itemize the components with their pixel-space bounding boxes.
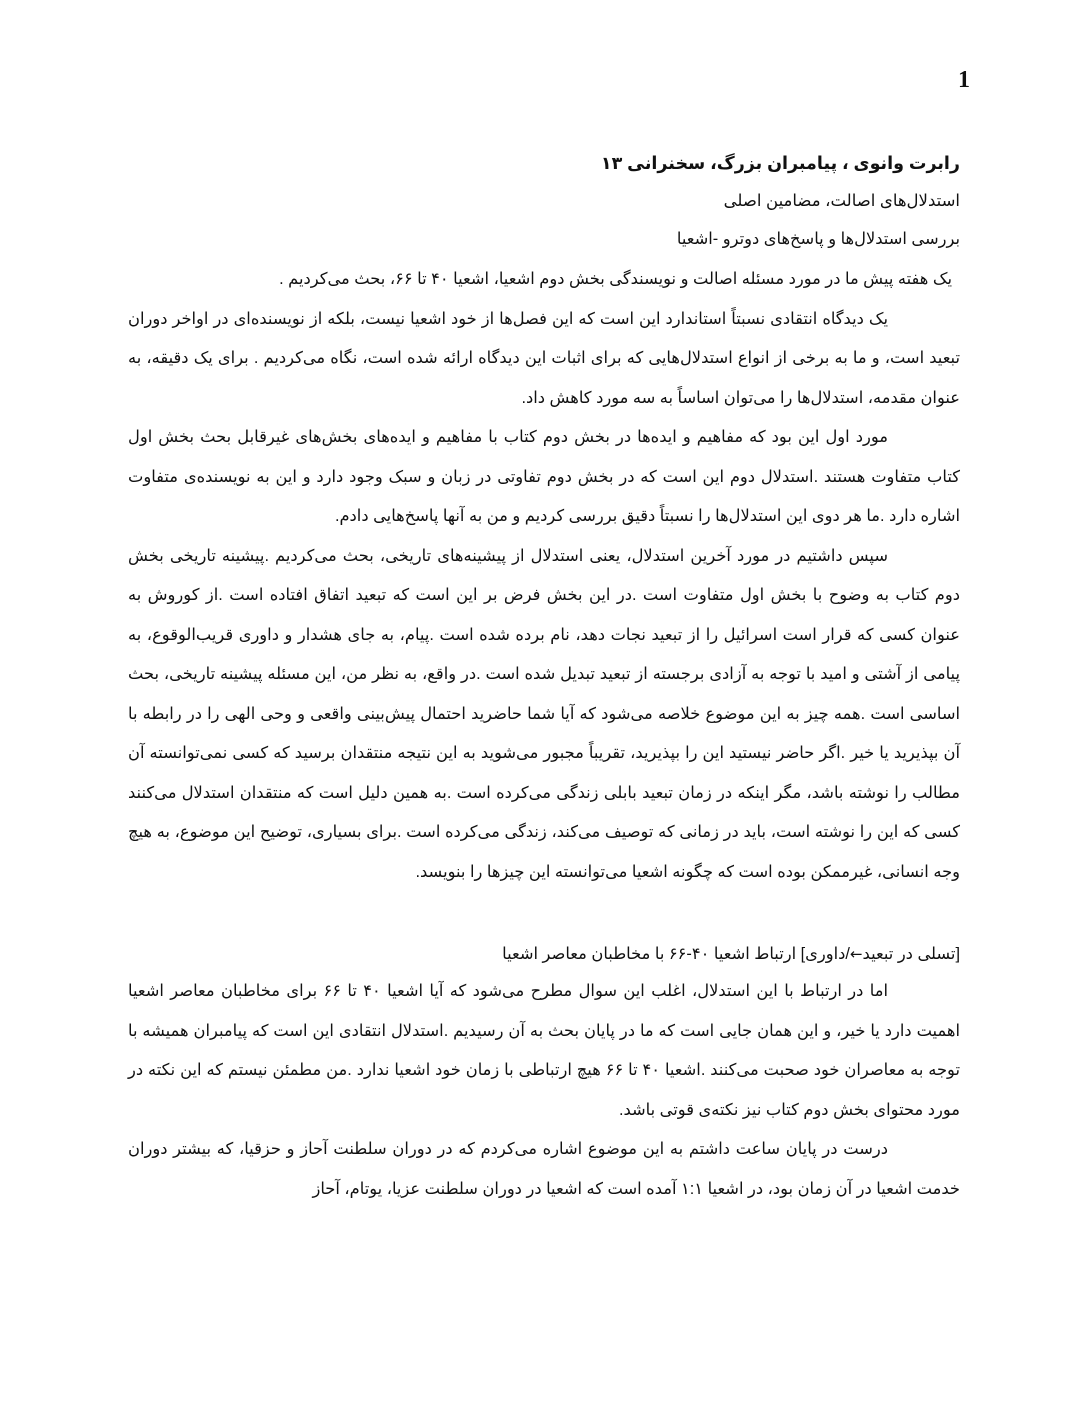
document-title: رابرت وانوی ، پیامبران بزرگ، سخنرانی ۱۳ (600, 153, 960, 173)
section-heading-start: [تسلی در تبعید (862, 945, 960, 963)
section-heading (128, 938, 960, 970)
paragraph-intro: یک هفته پیش ما در مورد مسئله اصالت و نویسندگی بخش دوم اشعیا، اشعیا ۴۰ تا ۶۶، بحث می‌کردیم . (279, 270, 952, 288)
section-heading-end: /داوری] ارتباط اشعیا ۴۰-۶۶ با مخاطبان معاصر اشعیا (502, 945, 850, 963)
paragraph-relevance: اما در ارتباط با این استدلال، اغلب این سوال مطرح می‌شود که آیا اشعیا ۴۰ تا ۶۶ برای مخاطبان معاصر اشعیا اهمیت دارد یا خیر، و این همان جایی است که ما در پایان بحث به آن رسیدیم .استدلال انتقادی این است که پیامبران همیشه با توجه به معاصران خود صحبت می‌کنند .اشعیا ۴۰ تا ۶۶ هیچ ارتباطی با زمان خود اشعیا ندارد .من مطمئن نیستم که این نکته در مورد محتوای بخش دوم کتاب نیز نکته‌ی قوتی باشد. (128, 982, 960, 1119)
document-topic: بررسی استدلال‌ها و پاسخ‌های دوترو -اشعیا (676, 230, 960, 248)
paragraph-ahaz-hezekiah: درست در پایان ساعت داشتم به این موضوع اشاره می‌کردم که در دوران سلطنت آحاز و حزقیا، که بیشتر دوران خدمت اشعیا در آن زمان بود، در اشعیا ۱:۱ آمده است که اشعیا در دوران سلطنت عزیا، یوتام، آحاز (128, 1140, 960, 1198)
paragraph-arguments: مورد اول این بود که مفاهیم و ایده‌ها در بخش دوم کتاب با مفاهیم و ایده‌های بخش‌های غیرقابل بحث بخش اول کتاب متفاوت هستند .استدلال دوم این است که در بخش دوم تفاوتی در زبان و سبک وجود دارد و این به نویسنده‌ی متفاوت اشاره دارد .ما هر دوی این استدلال‌ها را نسبتاً دقیق بررسی کردیم و من به آنها پاسخ‌هایی دادم. (128, 428, 960, 525)
paragraph-critical-view: یک دیدگاه انتقادی نسبتاً استاندارد این است که این فصل‌ها از خود اشعیا نیست، بلکه از نویسنده‌ای در اواخر دوران تبعید است، و ما به برخی از انواع استدلال‌هایی که برای اثبات این دیدگاه ارائه شده است، نگاه می‌کردیم . برای یک دقیقه، به عنوان مقدمه، استدلال‌ها را می‌توان اساساً به سه مورد کاهش داد. (128, 309, 960, 407)
section-spacer (128, 892, 960, 938)
arrow-icon: ← (849, 945, 863, 963)
document-body (128, 150, 960, 1209)
page-number: 1 (958, 67, 970, 93)
document-subtitle: استدلال‌های اصالت، مضامین اصلی (723, 192, 960, 210)
paragraph-historical-background: سپس داشتیم در مورد آخرین استدلال، یعنی استدلال از پیشینه‌های تاریخی، بحث می‌کردیم .پیشینه تاریخی بخش دوم کتاب به وضوح با بخش اول متفاوت است .در این بخش فرض بر این است که تبعید اتفاق افتاده است .از کوروش به عنوان کسی که قرار است اسرائیل را از تبعید نجات دهد، نام برده شده است .پیام، به جای هشدار و داوری قریب‌الوقوع، به پیامی از آشتی و امید با توجه به آزادی برجسته از تبعید تبدیل شده است .در واقع، به نظر من، این مسئله پیشینه تاریخی، بحث اساسی است .همه چیز به این موضوع خلاصه می‌شود که آیا شما حاضرید احتمال پیش‌بینی واقعی و وحی الهی را در رابطه با آن بپذیرید یا خیر .اگر حاضر نیستید این را بپذیرید، تقریباً مجبور می‌شوید به این نتیجه منتقدان برسید که کسی نمی‌توانسته آن مطالب را نوشته باشد، مگر اینکه در زمان تبعید بابلی زندگی می‌کرده است .به همین دلیل است که منتقدان استدلال می‌کنند کسی که این را نوشته است، باید در زمانی که توصیف می‌کند، زندگی می‌کرده است .برای بسیاری، توضیح این موضوع، به هیچ وجه انسانی، غیرممکن بوده است که چگونه اشعیا می‌توانسته این چیزها را بنویسد. (128, 546, 960, 881)
